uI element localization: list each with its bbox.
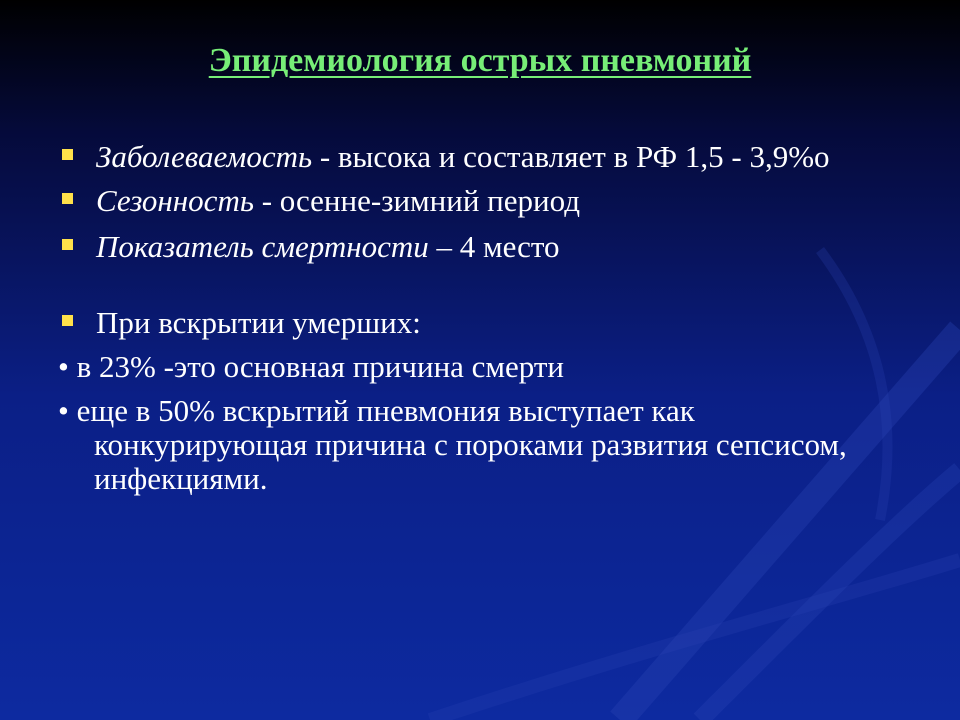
square-bullet-icon <box>62 315 73 326</box>
sub-list-item-text: еще в 50% вскрытий пневмония выступает как конкурирующая причина с пороками развития сепсисом, инфекциями. <box>76 393 847 496</box>
square-bullet-icon <box>62 239 73 250</box>
list-item-seasonality <box>58 184 898 218</box>
sub-list-item <box>58 394 898 496</box>
list-item-term: Показатель смертности <box>96 229 429 264</box>
square-bullet-icon <box>62 193 73 204</box>
list-item-mortality <box>58 230 898 264</box>
slide-title: Эпидемиология острых пневмоний <box>208 42 752 79</box>
dot-bullet-icon: • <box>58 393 69 428</box>
list-item-text: При вскрытии умерших: <box>96 305 421 340</box>
list-item-autopsy <box>58 306 898 340</box>
square-bullet-icon <box>62 149 73 160</box>
sub-list-item <box>58 350 898 384</box>
list-item-text: - высока и составляет в РФ 1,5 - 3,9%о <box>312 139 830 174</box>
list-item-term: Сезонность <box>96 183 254 218</box>
list-item-text: - осенне-зимний период <box>253 183 580 218</box>
list-item-term: Заболеваемость <box>96 139 313 174</box>
list-item-incidence <box>58 140 898 174</box>
list-item-text: – 4 место <box>428 229 560 264</box>
dot-bullet-icon: • <box>58 349 69 384</box>
slide-content <box>58 140 898 496</box>
sub-list-item-text: в 23% -это основная причина смерти <box>76 349 565 384</box>
